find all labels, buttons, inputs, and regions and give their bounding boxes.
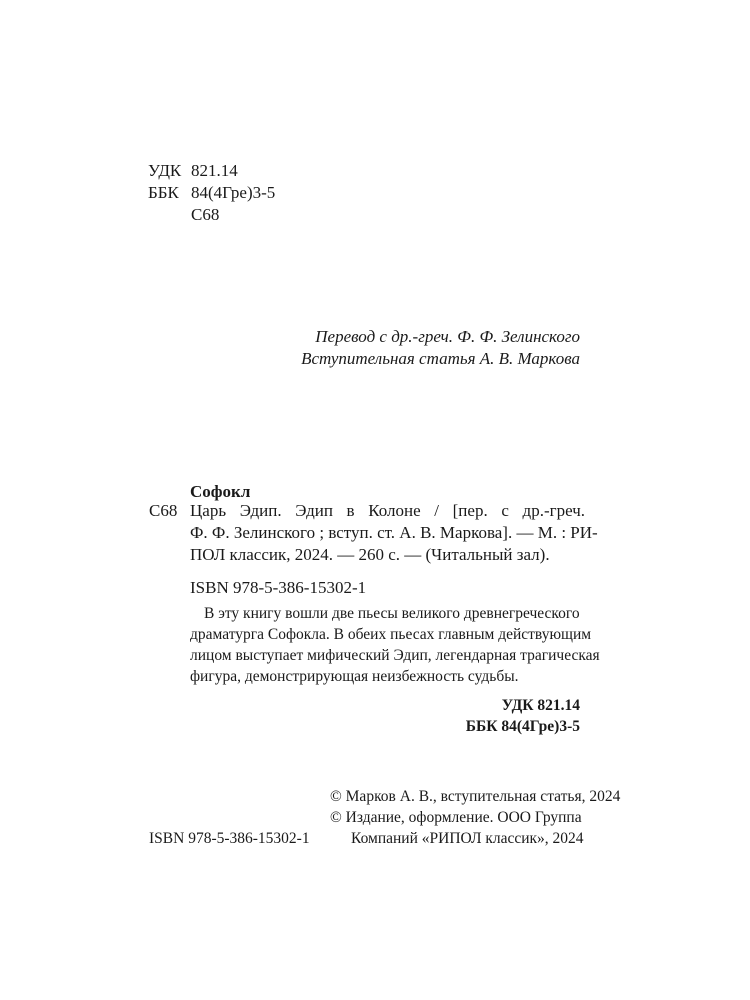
annotation-line: лицом выступает мифический Эдип, легендарная трагическая bbox=[190, 647, 600, 664]
annotation-line: драматурга Софокла. В обеих пьесах главным действующим bbox=[190, 626, 592, 643]
copyright-line: © Марков А. В., вступительная статья, 2024 bbox=[330, 788, 621, 805]
author-code: С68 bbox=[191, 205, 220, 224]
udk-label: УДК bbox=[148, 161, 182, 180]
intro-credit: Вступительная статья А. В. Маркова bbox=[301, 349, 580, 368]
copyright-line: Компаний «РИПОЛ классик», 2024 bbox=[351, 830, 584, 847]
bottom-isbn: ISBN 978-5-386-15302-1 bbox=[149, 830, 310, 847]
biblio-line: Ф. Ф. Зелинского ; вступ. ст. А. В. Маркова]. — М. : РИ- bbox=[190, 523, 598, 542]
bbk-label: ББК bbox=[148, 183, 179, 202]
index-right-block bbox=[380, 695, 580, 737]
copyright-block bbox=[330, 786, 621, 849]
translation-credit: Перевод с др.-греч. Ф. Ф. Зелинского bbox=[315, 327, 580, 346]
record-isbn: ISBN 978-5-386-15302-1 bbox=[190, 578, 367, 597]
annotation-line: В эту книгу вошли две пьесы великого древнегреческого bbox=[204, 605, 580, 622]
annotation-line: фигура, демонстрирующая неизбежность судьбы. bbox=[190, 668, 519, 685]
bbk-right: ББК 84(4Гре)3-5 bbox=[465, 718, 580, 735]
bbk-value: 84(4Гре)3-5 bbox=[191, 183, 276, 202]
udk-row bbox=[148, 160, 275, 182]
bbk-row bbox=[148, 182, 275, 204]
biblio-line: Царь Эдип. Эдип в Колоне / [пер. с др.-греч. bbox=[190, 501, 585, 520]
record-code: С68 bbox=[149, 501, 178, 520]
biblio-line: ПОЛ классик, 2024. — 260 с. — (Читальный зал). bbox=[190, 545, 550, 564]
author-code-row bbox=[148, 204, 275, 226]
annotation bbox=[190, 603, 600, 687]
bibliographic-description bbox=[190, 500, 598, 566]
udk-right: УДК 821.14 bbox=[501, 697, 580, 714]
copyright-line: © Издание, оформление. ООО Группа bbox=[330, 809, 582, 826]
record-author: Софокл bbox=[190, 482, 251, 501]
credits-block bbox=[150, 326, 580, 370]
udk-value: 821.14 bbox=[191, 161, 238, 180]
classification-block bbox=[148, 160, 275, 226]
